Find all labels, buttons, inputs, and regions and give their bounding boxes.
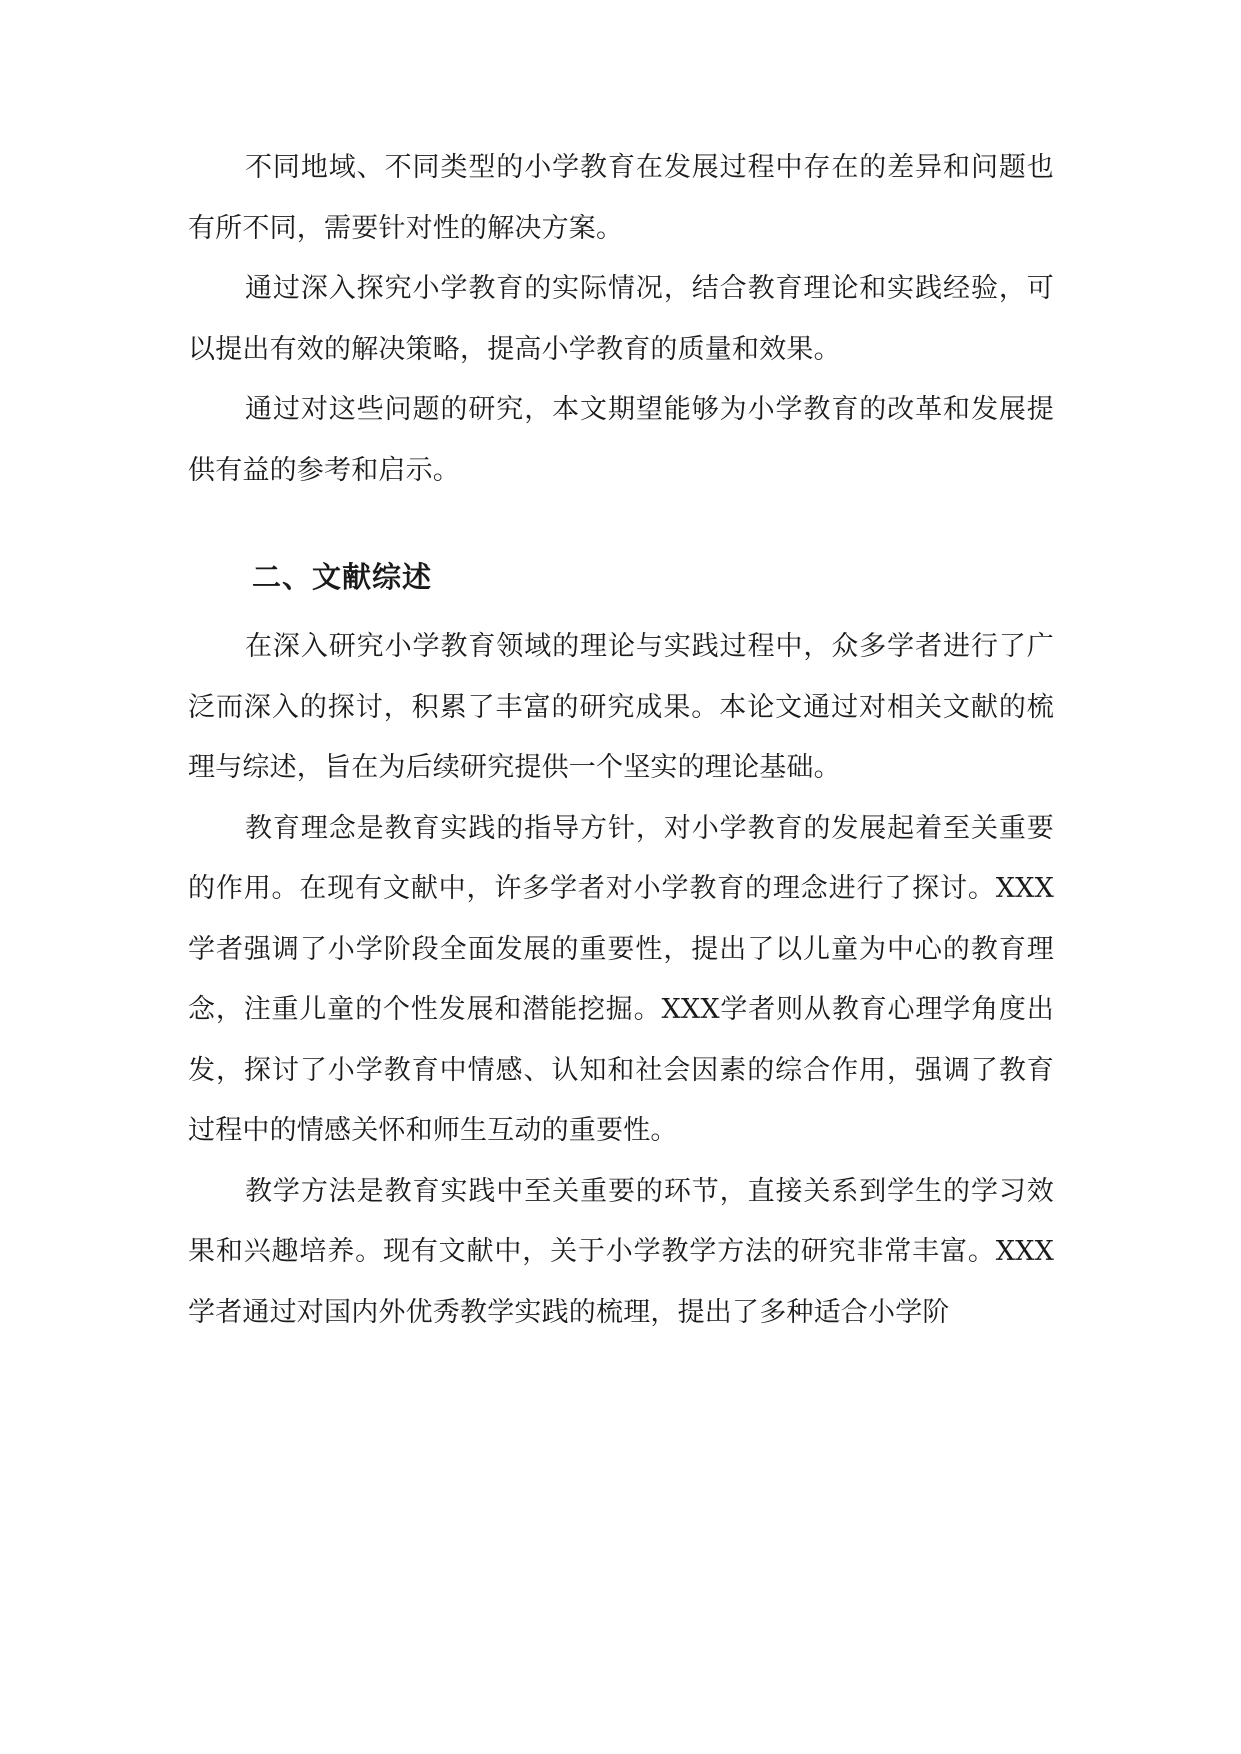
paragraph-education-philosophy: 教育理念是教育实践的指导方针，对小学教育的发展起着至关重要的作用。在现有文献中，许多学者对小学教育的理念进行了探讨。XXX学者强调了小学阶段全面发展的重要性，提出了以儿童为中心的教育理念，注重儿童的个性发展和潜能挖掘。XXX学者则从教育心理学角度出发，探讨了小学教育中情感、认知和社会因素的综合作用，强调了教育过程中的情感关怀和师生互动的重要性。	[188, 812, 1054, 1146]
paragraph-literature-intro: 在深入研究小学教育领域的理论与实践过程中，众多学者进行了广泛而深入的探讨，积累了丰富的研究成果。本论文通过对相关文献的梳理与综述，旨在为后续研究提供一个坚实的理论基础。	[188, 631, 1054, 783]
document-body	[188, 138, 1054, 1343]
paragraph-research-expectation: 通过对这些问题的研究，本文期望能够为小学教育的改革和发展提供有益的参考和启示。	[188, 394, 1054, 486]
paragraph-teaching-methods: 教学方法是教育实践中至关重要的环节，直接关系到学生的学习效果和兴趣培养。现有文献中，关于小学教学方法的研究非常丰富。XXX学者通过对国内外优秀教学实践的梳理，提出了多种适合小学阶	[188, 1175, 1054, 1328]
paragraph-solution-strategies: 通过深入探究小学教育的实际情况，结合教育理论和实践经验，可以提出有效的解决策略，提高小学教育的质量和效果。	[188, 273, 1054, 365]
paragraph-regional-differences: 不同地域、不同类型的小学教育在发展过程中存在的差异和问题也有所不同，需要针对性的解决方案。	[188, 152, 1054, 244]
section-heading-literature-review: 二、文献综述	[252, 560, 433, 594]
